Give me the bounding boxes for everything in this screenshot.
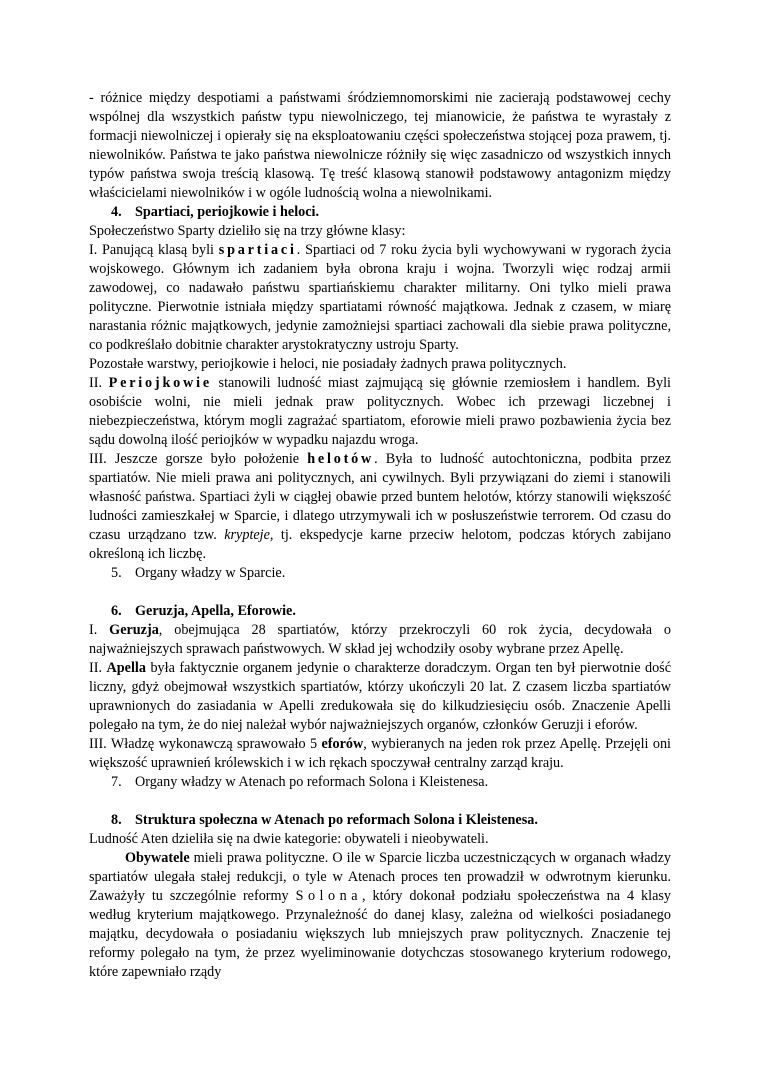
list-item-5 (89, 564, 671, 583)
term-krypteje: krypteje (224, 527, 270, 543)
heading-number: 8. (111, 812, 122, 828)
intro-paragraph: - różnice między despotiami a państwami śródziemnomorskimi nie zacierają podstawowej cechy wspólnej dla wszystkich państw typu niewolniczego, tej mianowicie, że państwa te wyrastały z formacji niewolniczej i opierały się na eksploatowaniu części społeczeństwa stojącej poza prawem, tj. niewolników. Państwa te jako państwa niewolnicze różniły się więc zasadniczo od wszystkich innych typów państwa swoja treścią klasową. Tę treść klasową stanowił podstawowy antagonizm między właścicielami niewolników i w ogóle ludnością wolna a niewolnikami. (89, 90, 671, 201)
heading-text: Struktura społeczna w Atenach po reformach Solona i Kleistenesa. (135, 812, 538, 828)
blank-line (89, 792, 671, 811)
geruzja-paragraph: I. Geruzja, obejmująca 28 spartiatów, którzy przekroczyli 60 rok życia, decydowała o najważniejszych sprawach państwowych. W skład jej wchodziły osoby wybrane przez Apellę. (89, 622, 671, 657)
section-heading-8 (89, 811, 671, 830)
sparta-intro: Społeczeństwo Sparty dzieliło się na trzy główne klasy: (89, 223, 406, 239)
term-apella: Apella (106, 660, 146, 676)
eforowie-paragraph: III. Władzę wykonawczą sprawowało 5 eforów, wybieranych na jeden rok przez Apellę. Przejęli oni większość uprawnień królewskich i w ich rękach spoczywał centralny zarząd kraju. (89, 736, 671, 771)
blank-line (89, 583, 671, 602)
heading-number: 4. (111, 204, 122, 220)
heading-number: 6. (111, 603, 122, 619)
item-text: Organy władzy w Atenach po reformach Solona i Kleistenesa. (135, 774, 489, 790)
spartiaci-last-line: Pozostałe warstwy, periojkowie i heloci, nie posiadały żadnych prawa politycznych. (89, 356, 567, 372)
term-periojkowie: Periojkowie (108, 375, 212, 391)
ateny-intro: Ludność Aten dzieliła się na dwie kategorie: obywateli i nieobywateli. (89, 831, 489, 847)
section-heading-4 (89, 203, 671, 222)
item-text: Organy władzy w Sparcie. (135, 565, 286, 581)
item-number: 7. (111, 774, 122, 790)
heading-text: Spartiaci, periojkowie i heloci. (135, 204, 320, 220)
term-spartiaci: spartiaci (218, 242, 297, 258)
obywatele-paragraph: Obywatele mieli prawa polityczne. O ile w Sparcie liczba uczestniczących w organach władzy spartiatów ulegała stałej redukcji, o tyle w Atenach proces ten prowadził w odwrotnym kierunku. Zaważyły tu szczególnie reformy Solona, który dokonał podziału społeczeństwa na 4 klasy według kryterium majątkowego. Przynależność do danej klasy, zależna od wielkości posiadanego majątku, decydowała o posiadaniu większych lub mniejszych praw politycznych. Znaczenie tej reformy polegało na tym, że przez wyeliminowanie dotychczas stosowanego kryterium rodowego, które zapewniało rządy (89, 850, 671, 980)
list-item-7 (89, 773, 671, 792)
heloci-paragraph: III. Jeszcze gorsze było położenie helotów. Była to ludność autochtoniczna, podbita przez spartiatów. Nie mieli prawa ani politycznych, ani cywilnych. Byli przywiązani do ziemi i stanowili własność państwa. Spartiaci żyli w ciągłej obawie przed buntem helotów, którzy stanowili większość ludności zamieszkałej w Sparcie, i dlatego utrzymywali ich w posłuszeństwie terrorem. Od czasu do czasu urządzano tzw. krypteje, tj. ekspedycje karne przeciw helotom, podczas których zabijano określoną ich liczbę. (89, 451, 671, 562)
term-eforow: eforów (321, 736, 364, 752)
term-geruzja: Geruzja (109, 622, 159, 638)
term-obywatele: Obywatele (125, 850, 190, 866)
spartiaci-paragraph: I. Panującą klasą byli spartiaci. Spartiaci od 7 roku życia byli wychowywani w rygorach życia wojskowego. Głównym ich zadaniem była obrona kraju i wojna. Tworzyli więc rodzaj armii zawodowej, co nadawało państwu spartiańskiemu charakter militarny. Oni tylko mieli prawa polityczne. Pierwotnie istniała między spartiatami równość majątkowa. Jednak z czasem, w miarę narastania różnic majątkowych, jedynie zamożniejsi spartiaci zachowali dla siebie prawa polityczne, co podkreślało dobitnie charakter arystokratyczny ustroju Sparty. (89, 242, 672, 353)
apella-paragraph: II. Apella była faktycznie organem jedynie o charakterze doradczym. Organ ten był pierwotnie dość liczny, gdyż obejmował wszystkich spartiatów, którzy ukończyli 20 lat. Z czasem liczba spartiatów uprawnionych do zasiadania w Apelli zredukowała się do kilkudziesięciu osób. Znaczenie Apelli polegało na tym, że do niej należał wybór najważniejszych organów, członków Geruzji i eforów. (89, 660, 672, 733)
heading-text: Geruzja, Apella, Eforowie. (135, 603, 296, 619)
term-solona: Solona (295, 888, 362, 904)
item-number: 5. (111, 565, 122, 581)
document-page (89, 89, 671, 982)
term-helotow: helotów (307, 451, 375, 467)
section-heading-6 (89, 602, 671, 621)
periojkowie-paragraph: II. Periojkowie stanowili ludność miast zajmującą się głównie rzemiosłem i handlem. Byli osobiście wolni, nie mieli jednak praw politycznych. Wobec ich przewagi liczebnej i niebezpieczeństwa, którym mogli zagrażać spartiatom, eforowie mieli prawo pozbawienia życia bez sądu dowolną ilość periojków w wypadku najazdu wroga. (89, 375, 671, 448)
